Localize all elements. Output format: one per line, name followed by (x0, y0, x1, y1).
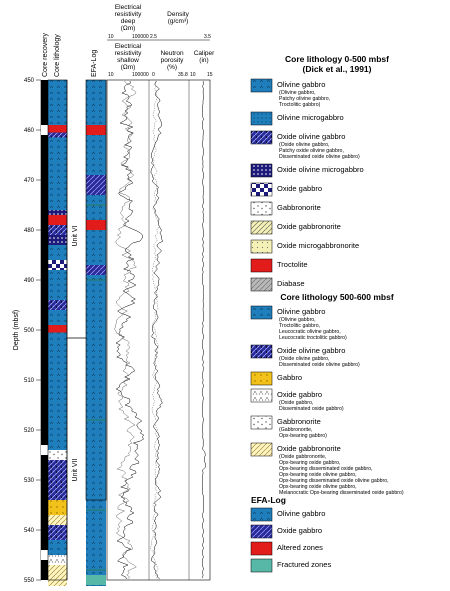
legend-item-label: Gabbro (277, 373, 303, 382)
lithology-interval (48, 325, 67, 333)
depth-tick-label: 480 (23, 228, 34, 234)
caliper-header (194, 50, 215, 64)
svg-text:100000: 100000 (132, 34, 149, 40)
efa-interval (86, 125, 106, 135)
depth-tick-label: 450 (23, 78, 34, 84)
legend-swatch (251, 183, 272, 196)
resistivity-deep-header (115, 4, 142, 32)
neutron-porosity-curve (151, 81, 159, 579)
legend-swatch (251, 79, 272, 92)
lithology-interval (48, 555, 67, 565)
lithology-interval (48, 310, 67, 325)
legend-item-sublabel: Patchy oxide olivine gabbro, (279, 148, 344, 154)
svg-text:Electrical: Electrical (114, 4, 142, 11)
efa-interval (86, 135, 106, 175)
legend2-title: Core lithology 500-600 mbsf (280, 292, 394, 302)
efa-interval (86, 230, 106, 265)
core-lithology-column (48, 80, 67, 586)
lithology-interval (48, 450, 67, 460)
lithology-interval (48, 565, 67, 586)
svg-text:15: 15 (207, 72, 213, 78)
lithology-interval (48, 138, 67, 211)
legend-swatch (251, 372, 272, 385)
svg-text:shallow: shallow (117, 57, 139, 64)
caliper-curve (202, 81, 205, 578)
lithology-interval (48, 260, 67, 270)
legend-item-label: Oxide gabbro (277, 526, 323, 535)
resistivity-deep-scale (108, 34, 211, 40)
legend-item-label: Altered zones (277, 543, 323, 552)
svg-text:10: 10 (108, 72, 114, 78)
efa-interval (86, 80, 106, 125)
legend-item-sublabel: Leucocratic troctolitic gabbro) (279, 335, 347, 341)
depth-tick-label: 490 (23, 278, 34, 284)
efa-interval (86, 195, 106, 220)
resistivity-shallow-curve (114, 81, 136, 579)
lithology-interval (48, 540, 67, 555)
legend-swatch (251, 112, 272, 125)
legend1-subtitle: (Dick et al., 1991) (302, 64, 372, 74)
depth-tick-label: 530 (23, 478, 34, 484)
legend-item-sublabel: (Olivine gabbro, (279, 90, 316, 96)
efa-interval (86, 575, 106, 585)
depth-tick-label: 460 (23, 128, 34, 134)
legend-item-label: Oxide olivine gabbro (277, 346, 346, 355)
density-curve (151, 81, 163, 579)
legend-item-sublabel: (Olivine gabbro, (279, 317, 316, 323)
lithology-interval (48, 80, 67, 125)
legend-swatch (251, 306, 272, 319)
legend-lithology-0-500 (251, 54, 389, 291)
legend-item-sublabel: Melanocratic Opx-bearing disseminated oxide gabbro) (279, 490, 404, 496)
core-lithology-header: Core lithology (54, 34, 61, 77)
lithology-interval (48, 125, 67, 133)
legend-item-label: Diabase (277, 279, 305, 288)
svg-text:(g/cm³): (g/cm³) (167, 18, 189, 25)
depth-tick-label: 510 (23, 378, 34, 384)
unit-vii-label: Unit VII (72, 458, 79, 482)
legend-item-sublabel: Opx-bearing oxide olivine gabbro, (279, 484, 357, 490)
log-bottom-scales (108, 72, 213, 78)
lithology-interval (48, 333, 67, 451)
legend-swatch (251, 131, 272, 144)
legend-efa-log (251, 495, 331, 572)
recovery-gap (41, 125, 48, 135)
log-tracks-frame (107, 80, 210, 580)
lithology-interval (48, 225, 67, 235)
legend-item-sublabel: (Oxide gabbro, (279, 400, 314, 406)
recovery-gap (41, 445, 48, 455)
legend-item-sublabel: (Oxide gabbronorite, (279, 454, 327, 460)
legend-item-label: Olivine gabbro (277, 509, 326, 518)
svg-text:(Ωm): (Ωm) (120, 64, 136, 71)
legend3-title: EFA-Log (251, 495, 286, 505)
lithology-interval (48, 270, 67, 300)
unit-column (67, 80, 86, 580)
legend-swatch (251, 525, 272, 538)
svg-text:deep: deep (120, 18, 136, 25)
lithology-interval (48, 525, 67, 540)
svg-text:100000: 100000 (132, 72, 149, 78)
svg-text:3.5: 3.5 (204, 34, 211, 40)
depth-tick-label: 520 (23, 428, 34, 434)
depth-axis (24, 78, 41, 586)
core-recovery-column (41, 80, 48, 580)
recovery-gap (41, 550, 48, 560)
svg-text:Density: Density (167, 11, 189, 18)
lithology-interval (48, 300, 67, 310)
efa-interval (86, 275, 106, 575)
svg-text:Electrical: Electrical (114, 43, 142, 50)
legend-item-sublabel: Disseminated oxide olivine gabbro) (279, 362, 360, 368)
legend-item-label: Fractured zones (277, 560, 332, 569)
legend-swatch (251, 559, 272, 572)
legend-swatch (251, 202, 272, 215)
svg-text:(%): (%) (166, 64, 178, 71)
svg-text:0: 0 (152, 72, 155, 78)
efa-interval (86, 220, 106, 230)
efa-log-header: EFA-Log (91, 49, 98, 77)
depth-tick-label: 540 (23, 528, 34, 534)
lithology-interval (48, 215, 67, 225)
resistivity-deep-curve (116, 81, 144, 579)
legend-item-label: Gabbronorite (277, 417, 321, 426)
svg-text:2.5: 2.5 (150, 34, 157, 40)
svg-text:(Ωm): (Ωm) (120, 25, 136, 32)
depth-tick-label: 550 (23, 578, 34, 584)
lithology-interval (48, 245, 67, 260)
legend-item-sublabel: (Oxide olivine gabbro, (279, 142, 330, 148)
legend-item-sublabel: Patchy olivine gabbro, (279, 96, 331, 102)
legend-item-sublabel: (Oxide olivine gabbro, (279, 356, 330, 362)
lithology-interval (48, 515, 67, 525)
legend-item-sublabel: Opx-bearing oxide olivine gabbro, (279, 472, 357, 478)
legend-item-label: Olivine gabbro (277, 307, 326, 316)
legend-swatch (251, 345, 272, 358)
legend-item-label: Oxide microgabbronorite (277, 241, 360, 250)
svg-text:10: 10 (108, 34, 114, 40)
legend-item-label: Gabbronorite (277, 203, 321, 212)
legend-item-label: Oxide olivine microgabbro (277, 165, 364, 174)
legend-item-sublabel: Leucocratic olivine gabbro, (279, 329, 341, 335)
lithology-interval (48, 210, 67, 215)
depth-axis-label: Depth (mbsf) (13, 309, 20, 351)
legend-swatch (251, 221, 272, 234)
legend-swatch (251, 416, 272, 429)
legend-swatch (251, 542, 272, 555)
legend-swatch (251, 240, 272, 253)
lithology-interval (48, 133, 67, 138)
depth-tick-label: 470 (23, 178, 34, 184)
resistivity-shallow-header (115, 43, 142, 71)
svg-text:Neutron: Neutron (160, 50, 184, 57)
depth-tick-label: 500 (23, 328, 34, 334)
legend-swatch (251, 389, 272, 402)
efa-interval (86, 265, 106, 275)
legend-item-label: Olivine microgabbro (277, 113, 344, 122)
svg-text:10: 10 (190, 72, 196, 78)
legend-item-label: Oxide olivine gabbro (277, 132, 346, 141)
neutron-porosity-header (160, 50, 184, 71)
legend-swatch (251, 508, 272, 521)
legend-item-sublabel: Opx-bearing disseminated oxide gabbro, (279, 466, 373, 472)
legend-item-label: Olivine gabbro (277, 80, 326, 89)
legend-item-label: Oxide gabbro (277, 184, 323, 193)
svg-text:resistivity: resistivity (114, 11, 142, 18)
legend-item-label: Oxide gabbronorite (277, 222, 341, 231)
legend-swatch (251, 259, 272, 272)
efa-log-column (86, 80, 106, 586)
lithology-interval (48, 235, 67, 245)
legend-item-sublabel: Opx-bearing disseminated oxide olivine gabbro, (279, 478, 389, 484)
legend-swatch (251, 164, 272, 177)
legend-item-label: Oxide gabbro (277, 390, 323, 399)
svg-text:35.8: 35.8 (178, 72, 188, 78)
lithology-interval (48, 460, 67, 500)
svg-text:(in): (in) (199, 57, 209, 64)
legend-item-sublabel: Troctolitic gabbro, (279, 323, 321, 329)
legend-item-sublabel: Opx-bearing oxide gabbro, (279, 460, 341, 466)
density-header (167, 11, 189, 25)
legend-swatch (251, 278, 272, 291)
legend-item-label: Troctolite (277, 260, 308, 269)
legend-item-label: Oxide gabbronorite (277, 444, 341, 453)
legend-swatch (251, 443, 272, 456)
legend-item-sublabel: Opx-bearing gabbro) (279, 433, 327, 439)
lithology-interval (48, 500, 67, 515)
svg-text:porosity: porosity (160, 57, 184, 64)
legend-lithology-500-600 (251, 292, 404, 496)
legend1-title: Core lithology 0-500 mbsf (285, 54, 389, 64)
legend-item-sublabel: Troctolitic gabbro) (279, 102, 321, 108)
svg-text:Caliper: Caliper (193, 50, 215, 57)
legend-item-sublabel: (Gabbronorite, (279, 427, 313, 433)
core-recovery-header: Core recovery (42, 33, 49, 77)
unit-vi-label: Unit VI (72, 225, 79, 247)
legend-item-sublabel: Disseminated oxide olivine gabbro) (279, 154, 360, 160)
efa-interval (86, 175, 106, 195)
legend-item-sublabel: Disseminated oxide gabbro) (279, 406, 344, 412)
svg-text:resistivity: resistivity (114, 50, 142, 57)
